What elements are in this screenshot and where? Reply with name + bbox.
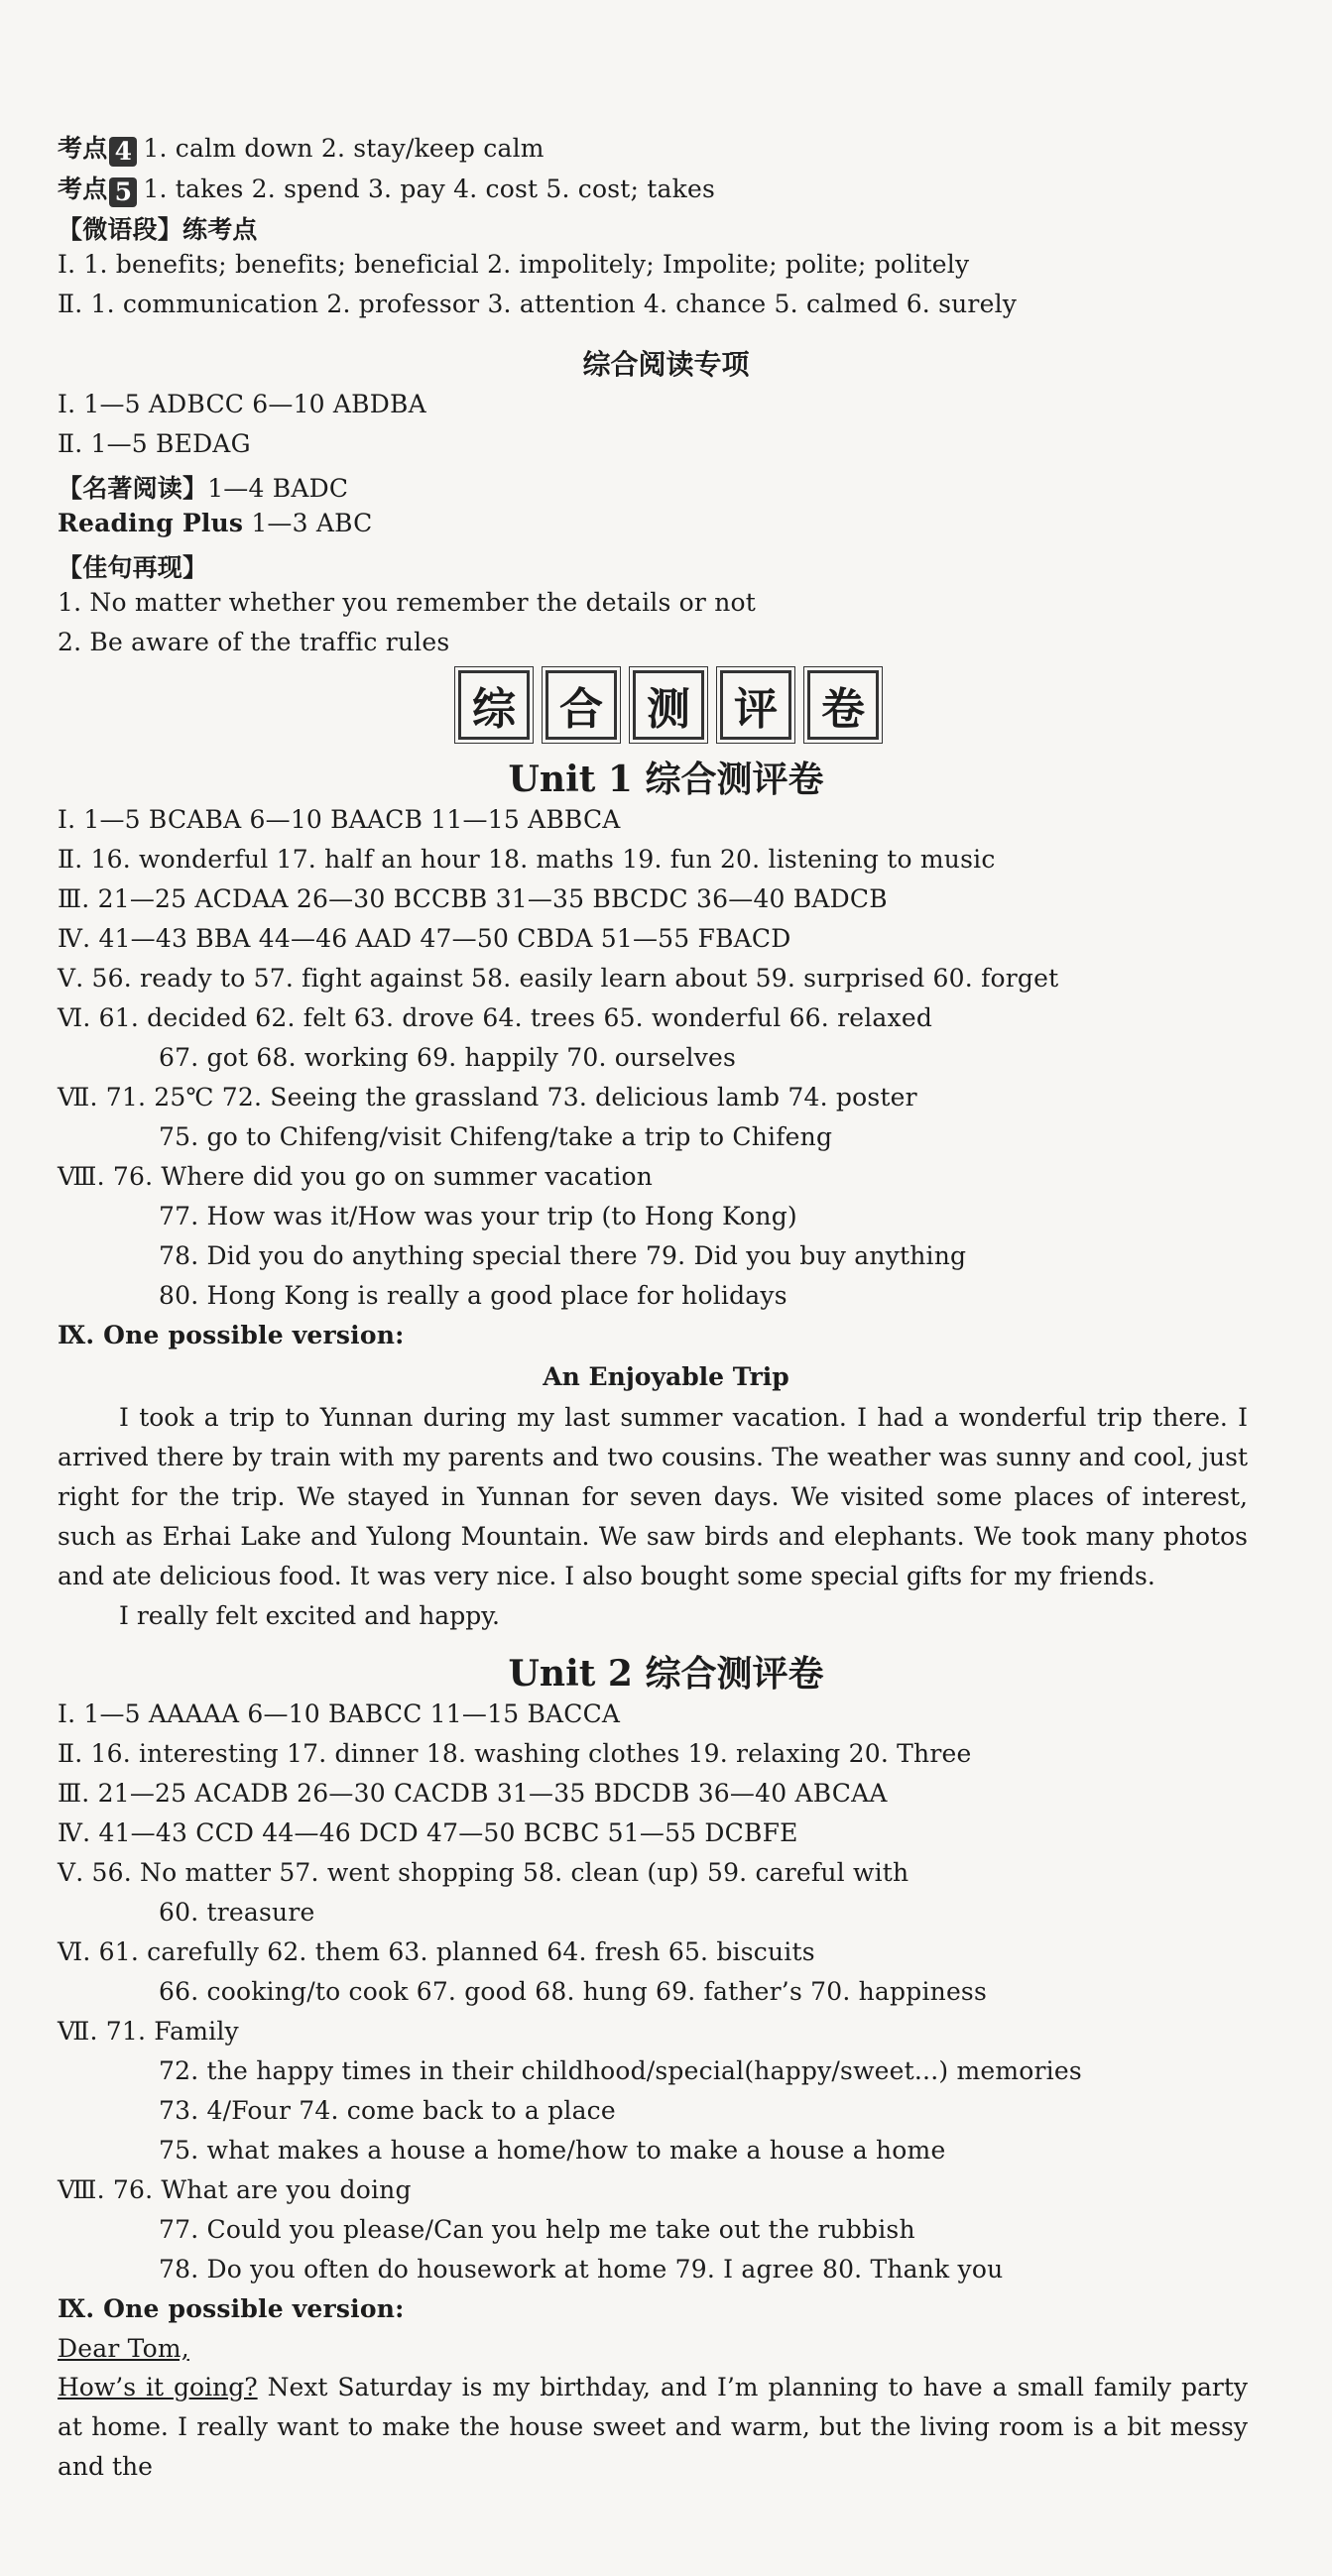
kaodian-label: 考点 [58,134,108,163]
unit2-line: Ⅲ. 21—25 ACADB 26—30 CACDB 31—35 BDCDB 36—40 ABCAA [58,1779,888,1808]
kaodian-label: 考点 [58,175,108,203]
unit1-line: Ⅳ. 41—43 BBA 44—46 AAD 47—50 CBDA 51—55 FBACD [58,924,791,953]
reading-line-1: Ⅰ. 1—5 ADBCC 6—10 ABDBA [58,390,426,418]
letter-salutation: Dear Tom, [58,2334,189,2363]
unit2-line: Ⅴ. 56. No matter 57. went shopping 58. clean (up) 59. careful with [58,1858,909,1887]
reading-plus-answers: 1—3 ABC [243,509,373,537]
unit1-indent-line: 78. Did you do anything special there 79. Did you buy anything [159,1241,967,1270]
essay-title: An Enjoyable Trip [543,1362,789,1391]
unit1-indent-line: 75. go to Chifeng/visit Chifeng/take a trip to Chifeng [159,1122,833,1151]
reading-section-heading: 综合阅读专项 [582,348,750,381]
letter-text: Next Saturday is my birthday, and I’m planning to have a small family party at home. I really want to make the house sweet and warm, but the living room is a bit messy and the [58,2373,1248,2481]
unit2-line: Ⅵ. 61. carefully 62. them 63. planned 64. fresh 65. biscuits [58,1937,815,1966]
banner-char: 合 [545,670,617,740]
unit2-line: Ⅷ. 76. What are you doing [58,2175,412,2204]
unit2-line: Ⅳ. 41—43 CCD 44—46 DCD 47—50 BCBC 51—55 DCBFE [58,1818,798,1847]
letter-body [58,2368,1248,2487]
unit2-indent-line: 66. cooking/to cook 67. good 68. hung 69. father’s 70. happiness [159,1977,987,2006]
unit1-line: Ⅱ. 16. wonderful 17. half an hour 18. maths 19. fun 20. listening to music [58,845,996,874]
banner-char: 综 [458,670,530,740]
sentence-line-1: 1. No matter whether you remember the details or not [58,588,757,617]
unit1-writing-label: Ⅸ. One possible version: [58,1321,405,1349]
reading-line-2: Ⅱ. 1—5 BEDAG [58,429,251,458]
famous-reading-answers: 1—4 BADC [207,474,349,503]
unit2-indent-line: 73. 4/Four 74. come back to a place [159,2096,616,2125]
unit1-line: Ⅷ. 76. Where did you go on summer vacation [58,1162,654,1191]
unit1-line: Ⅰ. 1—5 BCABA 6—10 BAACB 11—15 ABBCA [58,805,621,834]
unit2-indent-line: 78. Do you often do housework at home 79. I agree 80. Thank you [159,2255,1004,2283]
unit2-indent-line: 77. Could you please/Can you help me take out the rubbish [159,2215,915,2244]
reading-plus-line [58,509,373,537]
banner-char: 测 [633,670,704,740]
kaodian-answers: 1. calm down 2. stay/keep calm [143,134,545,163]
micro-section-title: 【微语段】练考点 [58,215,258,244]
famous-reading-line [58,469,348,505]
micro-line-1: Ⅰ. 1. benefits; benefits; beneficial 2. impolitely; Impolite; polite; politely [58,250,970,279]
essay-paragraph: I took a trip to Yunnan during my last summer vacation. I had a wonderful trip there. I arrived there by train with my parents and two cousins. The weather was sunny and cool, just right for the trip. We stayed in Yunnan for seven days. We visited some places of interest, such as Erhai Lake and Yulong Mountain. We saw birds and elephants. We took many photos and ate delicious food. It was very nice. I also bought some special gifts for my friends. [58,1403,1248,1590]
essay-paragraph: I really felt excited and happy. [119,1601,500,1630]
unit1-line: Ⅴ. 56. ready to 57. fight against 58. easily learn about 59. surprised 60. forget [58,964,1059,993]
unit1-line: Ⅶ. 71. 25℃ 72. Seeing the grassland 73. delicious lamb 74. poster [58,1083,917,1112]
essay-body [58,1398,1248,1636]
unit1-indent-line: 80. Hong Kong is really a good place for holidays [159,1281,787,1310]
unit2-line: Ⅱ. 16. interesting 17. dinner 18. washing clothes 19. relaxing 20. Three [58,1739,972,1768]
kaodian-number-badge: 5 [109,177,137,207]
unit2-line: Ⅰ. 1—5 AAAAA 6—10 BABCC 11—15 BACCA [58,1699,621,1728]
unit1-line: Ⅲ. 21—25 ACDAA 26—30 BCCBB 31—35 BBCDC 36—40 BADCB [58,884,888,913]
unit1-indent-line: 67. got 68. working 69. happily 70. ourselves [159,1043,737,1072]
kaodian-answers: 1. takes 2. spend 3. pay 4. cost 5. cost; takes [143,175,716,203]
reading-plus-label: Reading Plus [58,509,244,537]
unit2-indent-line: 60. treasure [159,1898,315,1927]
famous-reading-label: 【名著阅读】 [58,474,208,503]
unit2-line: Ⅶ. 71. Family [58,2017,239,2046]
banner-char: 卷 [807,670,879,740]
micro-line-2: Ⅱ. 1. communication 2. professor 3. attention 4. chance 5. calmed 6. surely [58,290,1018,318]
banner-char: 评 [720,670,791,740]
kaodian-number-badge: 4 [109,137,137,167]
letter-opening: How’s it going? [58,2373,258,2401]
unit2-indent-line: 72. the happy times in their childhood/special(happy/sweet...) memories [159,2056,1082,2085]
unit2-heading: Unit 2 综合测评卷 [508,1653,824,1695]
sentence-section-title: 【佳句再现】 [58,553,208,582]
unit1-heading: Unit 1 综合测评卷 [508,759,824,800]
comprehensive-test-banner [454,666,883,744]
unit1-line: Ⅵ. 61. decided 62. felt 63. drove 64. trees 65. wonderful 66. relaxed [58,1003,933,1032]
unit1-indent-line: 77. How was it/How was your trip (to Hong Kong) [159,1202,797,1230]
kaodian-4-line [58,129,545,167]
unit2-writing-label: Ⅸ. One possible version: [58,2294,405,2323]
sentence-line-2: 2. Be aware of the traffic rules [58,628,450,656]
kaodian-5-line [58,170,715,207]
unit2-indent-line: 75. what makes a house a home/how to make a house a home [159,2136,946,2165]
